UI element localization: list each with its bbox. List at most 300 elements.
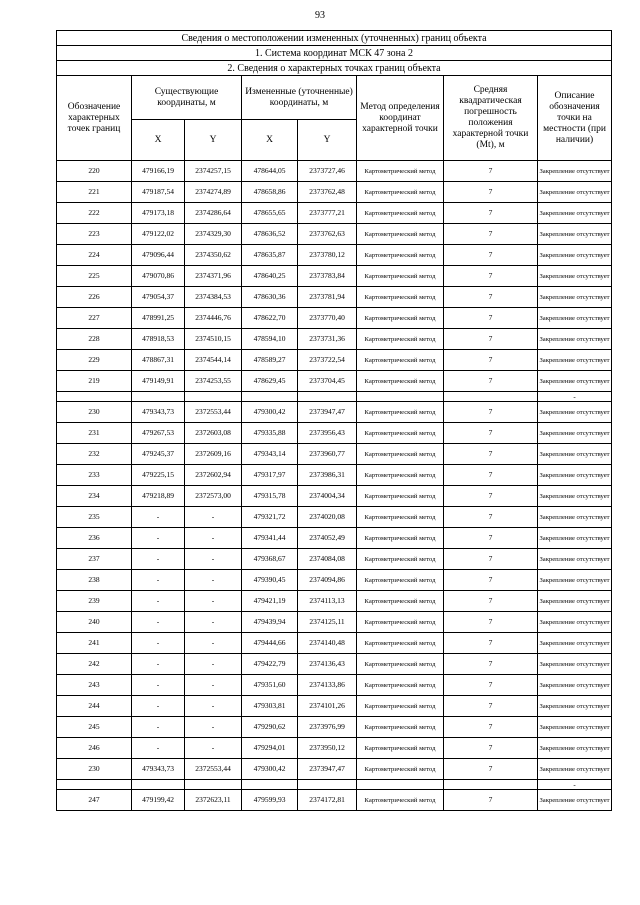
cell-method: Картометрический метод <box>357 570 444 591</box>
cell-existing-x: - <box>132 507 185 528</box>
cell-existing-y: 2374510,15 <box>185 329 242 350</box>
cell-changed-x: 478589,27 <box>242 350 298 371</box>
cell-changed-y: 2374133,86 <box>298 675 357 696</box>
cell-error: 7 <box>444 633 538 654</box>
cell-changed-x: 479303,81 <box>242 696 298 717</box>
cell-point: 219 <box>57 371 132 392</box>
cell-description: Закрепление отсутствует <box>538 371 612 392</box>
cell-changed-y: 2373947,47 <box>298 402 357 423</box>
cell-method: Картометрический метод <box>357 402 444 423</box>
cell-changed-y: 2373783,84 <box>298 266 357 287</box>
cell-error: 7 <box>444 329 538 350</box>
table-row <box>57 465 612 486</box>
cell-changed-x: 479390,45 <box>242 570 298 591</box>
cell-existing-x: 479218,89 <box>132 486 185 507</box>
cell-description: Закрепление отсутствует <box>538 329 612 350</box>
cell-method: Картометрический метод <box>357 245 444 266</box>
cell-existing-y: 2372602,94 <box>185 465 242 486</box>
separator-row <box>57 780 612 790</box>
col-header-error: Средняя квадратическая погрешность положения характерной точки (Мt), м <box>444 76 538 161</box>
cell-point: 242 <box>57 654 132 675</box>
cell-method: Картометрический метод <box>357 717 444 738</box>
table-row <box>57 224 612 245</box>
cell-point: 223 <box>57 224 132 245</box>
cell-existing-y: 2372553,44 <box>185 402 242 423</box>
cell-existing-y: 2374350,62 <box>185 245 242 266</box>
cell-description: Закрепление отсутствует <box>538 161 612 182</box>
cell-changed-x: 479599,93 <box>242 790 298 811</box>
cell-existing-x: 479166,19 <box>132 161 185 182</box>
cell-changed-y: 2373722,54 <box>298 350 357 371</box>
cell-existing-y: 2372603,08 <box>185 423 242 444</box>
table-row <box>57 371 612 392</box>
table-row <box>57 329 612 350</box>
cell-changed-x: 479300,42 <box>242 402 298 423</box>
col-header-changed-y: Y <box>298 120 357 161</box>
table-row <box>57 507 612 528</box>
cell-point: 230 <box>57 759 132 780</box>
cell-changed-x: 478636,52 <box>242 224 298 245</box>
boundary-points-table <box>56 30 612 811</box>
table-row <box>57 654 612 675</box>
cell-point: 234 <box>57 486 132 507</box>
cell-method: Картометрический метод <box>357 182 444 203</box>
cell-description: Закрепление отсутствует <box>538 444 612 465</box>
cell-error: 7 <box>444 696 538 717</box>
cell-method: Картометрический метод <box>357 633 444 654</box>
cell-changed-x: 478640,25 <box>242 266 298 287</box>
section-title-coord-system: 1. Система координат МСК 47 зона 2 <box>57 46 612 61</box>
cell-point: 235 <box>57 507 132 528</box>
table-body <box>57 161 612 811</box>
cell-changed-x: 479317,97 <box>242 465 298 486</box>
cell-error: 7 <box>444 266 538 287</box>
cell-existing-x: - <box>132 738 185 759</box>
cell-existing-x: 478991,25 <box>132 308 185 329</box>
cell-description: Закрепление отсутствует <box>538 224 612 245</box>
cell-error: 7 <box>444 182 538 203</box>
cell-error: 7 <box>444 245 538 266</box>
cell-changed-x <box>242 392 298 402</box>
cell-error: 7 <box>444 161 538 182</box>
cell-method: Картометрический метод <box>357 350 444 371</box>
table-row <box>57 790 612 811</box>
cell-existing-x: 479149,91 <box>132 371 185 392</box>
cell-error: 7 <box>444 654 538 675</box>
cell-description: Закрепление отсутствует <box>538 675 612 696</box>
table-row <box>57 612 612 633</box>
cell-method: Картометрический метод <box>357 308 444 329</box>
cell-changed-x: 479368,67 <box>242 549 298 570</box>
cell-existing-x <box>132 780 185 790</box>
table-row <box>57 528 612 549</box>
cell-error: 7 <box>444 549 538 570</box>
cell-point: 245 <box>57 717 132 738</box>
cell-existing-y: - <box>185 549 242 570</box>
table-row <box>57 591 612 612</box>
table-row <box>57 738 612 759</box>
cell-changed-y: 2373704,45 <box>298 371 357 392</box>
cell-existing-y: - <box>185 612 242 633</box>
cell-existing-y: - <box>185 591 242 612</box>
cell-method: Картометрический метод <box>357 507 444 528</box>
table-row <box>57 245 612 266</box>
cell-method: Картометрический метод <box>357 528 444 549</box>
cell-description: Закрепление отсутствует <box>538 759 612 780</box>
cell-changed-x: 478658,86 <box>242 182 298 203</box>
cell-error: 7 <box>444 759 538 780</box>
cell-existing-y: - <box>185 528 242 549</box>
cell-error: 7 <box>444 308 538 329</box>
cell-existing-y: 2372573,00 <box>185 486 242 507</box>
cell-method: Картометрический метод <box>357 549 444 570</box>
cell-method: Картометрический метод <box>357 161 444 182</box>
cell-method: Картометрический метод <box>357 675 444 696</box>
cell-changed-x: 478622,70 <box>242 308 298 329</box>
cell-method: Картометрический метод <box>357 444 444 465</box>
cell-description: Закрепление отсутствует <box>538 717 612 738</box>
cell-changed-y: 2373770,40 <box>298 308 357 329</box>
cell-method: Картометрический метод <box>357 486 444 507</box>
cell-point: 238 <box>57 570 132 591</box>
cell-error: 7 <box>444 402 538 423</box>
cell-existing-y <box>185 392 242 402</box>
cell-existing-y: - <box>185 738 242 759</box>
cell-changed-y: 2374020,08 <box>298 507 357 528</box>
cell-description: Закрепление отсутствует <box>538 308 612 329</box>
table-row <box>57 486 612 507</box>
cell-existing-x: - <box>132 591 185 612</box>
cell-error <box>444 392 538 402</box>
cell-point <box>57 392 132 402</box>
cell-changed-y <box>298 392 357 402</box>
cell-changed-y: 2373781,94 <box>298 287 357 308</box>
cell-existing-y: 2374329,30 <box>185 224 242 245</box>
cell-existing-y: - <box>185 570 242 591</box>
cell-point: 241 <box>57 633 132 654</box>
cell-existing-x: 479343,73 <box>132 759 185 780</box>
cell-changed-y: 2374140,48 <box>298 633 357 654</box>
cell-point: 233 <box>57 465 132 486</box>
cell-changed-y: 2374052,49 <box>298 528 357 549</box>
cell-method: Картометрический метод <box>357 266 444 287</box>
cell-existing-x: 479225,15 <box>132 465 185 486</box>
cell-description: Закрепление отсутствует <box>538 350 612 371</box>
cell-changed-y: 2373976,99 <box>298 717 357 738</box>
cell-point <box>57 780 132 790</box>
cell-point: 227 <box>57 308 132 329</box>
cell-existing-x: 478918,53 <box>132 329 185 350</box>
cell-existing-y: 2372553,44 <box>185 759 242 780</box>
cell-point: 247 <box>57 790 132 811</box>
col-header-description: Описание обозначения точки на местности (при наличии) <box>538 76 612 161</box>
col-header-changed-x: X <box>242 120 298 161</box>
cell-method <box>357 780 444 790</box>
cell-existing-x: - <box>132 696 185 717</box>
cell-existing-x: - <box>132 549 185 570</box>
cell-existing-x: 479267,53 <box>132 423 185 444</box>
cell-changed-x: 478594,10 <box>242 329 298 350</box>
cell-changed-x: 479341,44 <box>242 528 298 549</box>
cell-method: Картометрический метод <box>357 738 444 759</box>
cell-description: Закрепление отсутствует <box>538 591 612 612</box>
table-row <box>57 350 612 371</box>
cell-error: 7 <box>444 486 538 507</box>
cell-error: 7 <box>444 423 538 444</box>
cell-changed-x: 479444,66 <box>242 633 298 654</box>
cell-changed-y: 2373986,31 <box>298 465 357 486</box>
cell-point: 226 <box>57 287 132 308</box>
cell-method: Картометрический метод <box>357 654 444 675</box>
cell-existing-x: 479096,44 <box>132 245 185 266</box>
cell-existing-x <box>132 392 185 402</box>
cell-changed-y: 2374084,08 <box>298 549 357 570</box>
cell-method: Картометрический метод <box>357 329 444 350</box>
cell-method: Картометрический метод <box>357 612 444 633</box>
cell-changed-x: 479343,14 <box>242 444 298 465</box>
cell-point: 243 <box>57 675 132 696</box>
cell-existing-y: 2374371,96 <box>185 266 242 287</box>
cell-changed-x: 479294,01 <box>242 738 298 759</box>
cell-point: 239 <box>57 591 132 612</box>
cell-error: 7 <box>444 675 538 696</box>
cell-changed-x: 479439,94 <box>242 612 298 633</box>
cell-error: 7 <box>444 738 538 759</box>
cell-error <box>444 780 538 790</box>
cell-changed-y: 2373950,12 <box>298 738 357 759</box>
col-header-existing-y: Y <box>185 120 242 161</box>
cell-changed-y: 2374113,13 <box>298 591 357 612</box>
cell-point: 240 <box>57 612 132 633</box>
cell-existing-y: 2372609,16 <box>185 444 242 465</box>
cell-error: 7 <box>444 465 538 486</box>
table-row <box>57 717 612 738</box>
cell-existing-x: - <box>132 570 185 591</box>
cell-method: Картометрический метод <box>357 759 444 780</box>
cell-existing-x: 479054,37 <box>132 287 185 308</box>
table-row <box>57 570 612 591</box>
cell-method: Картометрический метод <box>357 224 444 245</box>
cell-changed-y: 2373777,21 <box>298 203 357 224</box>
cell-changed-x: 478655,65 <box>242 203 298 224</box>
section-title-points: 2. Сведения о характерных точках границ объекта <box>57 61 612 76</box>
cell-existing-x: 479173,18 <box>132 203 185 224</box>
cell-existing-y: 2372623,11 <box>185 790 242 811</box>
cell-existing-y: 2374274,89 <box>185 182 242 203</box>
cell-changed-y: 2374172,81 <box>298 790 357 811</box>
cell-existing-y: - <box>185 696 242 717</box>
cell-changed-y: 2373762,63 <box>298 224 357 245</box>
cell-description: Закрепление отсутствует <box>538 287 612 308</box>
cell-changed-y: 2374125,11 <box>298 612 357 633</box>
cell-changed-y <box>298 780 357 790</box>
cell-error: 7 <box>444 371 538 392</box>
cell-existing-y: - <box>185 633 242 654</box>
cell-changed-x: 479315,78 <box>242 486 298 507</box>
cell-changed-x: 479421,19 <box>242 591 298 612</box>
cell-method: Картометрический метод <box>357 790 444 811</box>
cell-existing-y: - <box>185 717 242 738</box>
cell-point: 229 <box>57 350 132 371</box>
cell-existing-y: - <box>185 507 242 528</box>
table-row <box>57 423 612 444</box>
cell-changed-x: 478635,87 <box>242 245 298 266</box>
col-header-point: Обозначение характерных точек границ <box>57 76 132 161</box>
cell-changed-y: 2374004,34 <box>298 486 357 507</box>
cell-changed-x: 479290,62 <box>242 717 298 738</box>
cell-method: Картометрический метод <box>357 696 444 717</box>
table-row <box>57 759 612 780</box>
cell-existing-y: 2374253,55 <box>185 371 242 392</box>
cell-point: 244 <box>57 696 132 717</box>
table-row <box>57 402 612 423</box>
cell-description: Закрепление отсутствует <box>538 182 612 203</box>
cell-existing-x: - <box>132 528 185 549</box>
cell-error: 7 <box>444 570 538 591</box>
cell-changed-y: 2374101,26 <box>298 696 357 717</box>
cell-changed-x: 479321,72 <box>242 507 298 528</box>
cell-point: 221 <box>57 182 132 203</box>
cell-existing-y: 2374257,15 <box>185 161 242 182</box>
cell-method: Картометрический метод <box>357 591 444 612</box>
table-row <box>57 696 612 717</box>
separator-row <box>57 392 612 402</box>
cell-existing-y: 2374446,76 <box>185 308 242 329</box>
cell-existing-x: - <box>132 633 185 654</box>
cell-point: 237 <box>57 549 132 570</box>
cell-changed-x: 478630,36 <box>242 287 298 308</box>
table-row <box>57 308 612 329</box>
cell-existing-x: - <box>132 675 185 696</box>
cell-point: 230 <box>57 402 132 423</box>
col-header-method: Метод определения координат характерной точки <box>357 76 444 161</box>
cell-error: 7 <box>444 507 538 528</box>
cell-changed-y: 2373956,43 <box>298 423 357 444</box>
cell-point: 224 <box>57 245 132 266</box>
cell-existing-x: 478867,31 <box>132 350 185 371</box>
cell-error: 7 <box>444 591 538 612</box>
cell-existing-x: 479122,02 <box>132 224 185 245</box>
cell-existing-x: - <box>132 717 185 738</box>
cell-description: Закрепление отсутствует <box>538 266 612 287</box>
cell-method: Картометрический метод <box>357 203 444 224</box>
cell-method: Картометрический метод <box>357 423 444 444</box>
cell-existing-y: - <box>185 654 242 675</box>
cell-existing-y: 2374286,64 <box>185 203 242 224</box>
cell-existing-x: - <box>132 654 185 675</box>
cell-changed-x: 479300,42 <box>242 759 298 780</box>
cell-existing-x: 479070,86 <box>132 266 185 287</box>
cell-description: Закрепление отсутствует <box>538 570 612 591</box>
cell-error: 7 <box>444 444 538 465</box>
cell-point: 232 <box>57 444 132 465</box>
table-row <box>57 161 612 182</box>
cell-description: - <box>538 392 612 402</box>
cell-changed-y: 2373731,36 <box>298 329 357 350</box>
cell-existing-y: - <box>185 675 242 696</box>
section-title-main: Сведения о местоположении измененных (уточненных) границ объекта <box>57 31 612 46</box>
cell-method <box>357 392 444 402</box>
cell-changed-y: 2373780,12 <box>298 245 357 266</box>
cell-error: 7 <box>444 790 538 811</box>
cell-changed-y: 2374136,43 <box>298 654 357 675</box>
cell-changed-x: 479351,60 <box>242 675 298 696</box>
table-row <box>57 549 612 570</box>
cell-description: Закрепление отсутствует <box>538 696 612 717</box>
table-row <box>57 182 612 203</box>
cell-changed-x: 479335,88 <box>242 423 298 444</box>
cell-point: 222 <box>57 203 132 224</box>
cell-description: Закрепление отсутствует <box>538 507 612 528</box>
col-header-existing: Существующие координаты, м <box>132 76 242 120</box>
cell-existing-x: 479343,73 <box>132 402 185 423</box>
cell-changed-x: 479422,79 <box>242 654 298 675</box>
cell-existing-y <box>185 780 242 790</box>
cell-existing-x: - <box>132 612 185 633</box>
cell-existing-y: 2374384,53 <box>185 287 242 308</box>
cell-point: 231 <box>57 423 132 444</box>
cell-error: 7 <box>444 612 538 633</box>
cell-point: 225 <box>57 266 132 287</box>
cell-description: - <box>538 780 612 790</box>
cell-description: Закрепление отсутствует <box>538 245 612 266</box>
col-header-changed: Измененные (уточненные) координаты, м <box>242 76 357 120</box>
cell-description: Закрепление отсутствует <box>538 528 612 549</box>
cell-changed-x <box>242 780 298 790</box>
table-row <box>57 444 612 465</box>
table-row <box>57 266 612 287</box>
cell-changed-y: 2374094,86 <box>298 570 357 591</box>
cell-description: Закрепление отсутствует <box>538 790 612 811</box>
cell-point: 228 <box>57 329 132 350</box>
cell-existing-x: 479199,42 <box>132 790 185 811</box>
col-header-existing-x: X <box>132 120 185 161</box>
cell-error: 7 <box>444 203 538 224</box>
cell-description: Закрепление отсутствует <box>538 203 612 224</box>
cell-existing-y: 2374544,14 <box>185 350 242 371</box>
cell-changed-y: 2373727,46 <box>298 161 357 182</box>
cell-description: Закрепление отсутствует <box>538 549 612 570</box>
cell-changed-y: 2373762,48 <box>298 182 357 203</box>
cell-description: Закрепление отсутствует <box>538 486 612 507</box>
cell-error: 7 <box>444 350 538 371</box>
cell-changed-x: 478644,05 <box>242 161 298 182</box>
page-number: 93 <box>315 10 325 21</box>
cell-method: Картометрический метод <box>357 465 444 486</box>
cell-error: 7 <box>444 224 538 245</box>
cell-changed-x: 478629,45 <box>242 371 298 392</box>
cell-description: Закрепление отсутствует <box>538 402 612 423</box>
cell-point: 236 <box>57 528 132 549</box>
cell-changed-y: 2373960,77 <box>298 444 357 465</box>
table-row <box>57 203 612 224</box>
cell-description: Закрепление отсутствует <box>538 612 612 633</box>
cell-error: 7 <box>444 717 538 738</box>
cell-error: 7 <box>444 287 538 308</box>
table-row <box>57 287 612 308</box>
cell-point: 220 <box>57 161 132 182</box>
table-row <box>57 675 612 696</box>
cell-error: 7 <box>444 528 538 549</box>
cell-description: Закрепление отсутствует <box>538 633 612 654</box>
cell-description: Закрепление отсутствует <box>538 738 612 759</box>
cell-existing-x: 479245,37 <box>132 444 185 465</box>
table-row <box>57 633 612 654</box>
cell-description: Закрепление отсутствует <box>538 465 612 486</box>
cell-method: Картометрический метод <box>357 287 444 308</box>
cell-point: 246 <box>57 738 132 759</box>
cell-method: Картометрический метод <box>357 371 444 392</box>
